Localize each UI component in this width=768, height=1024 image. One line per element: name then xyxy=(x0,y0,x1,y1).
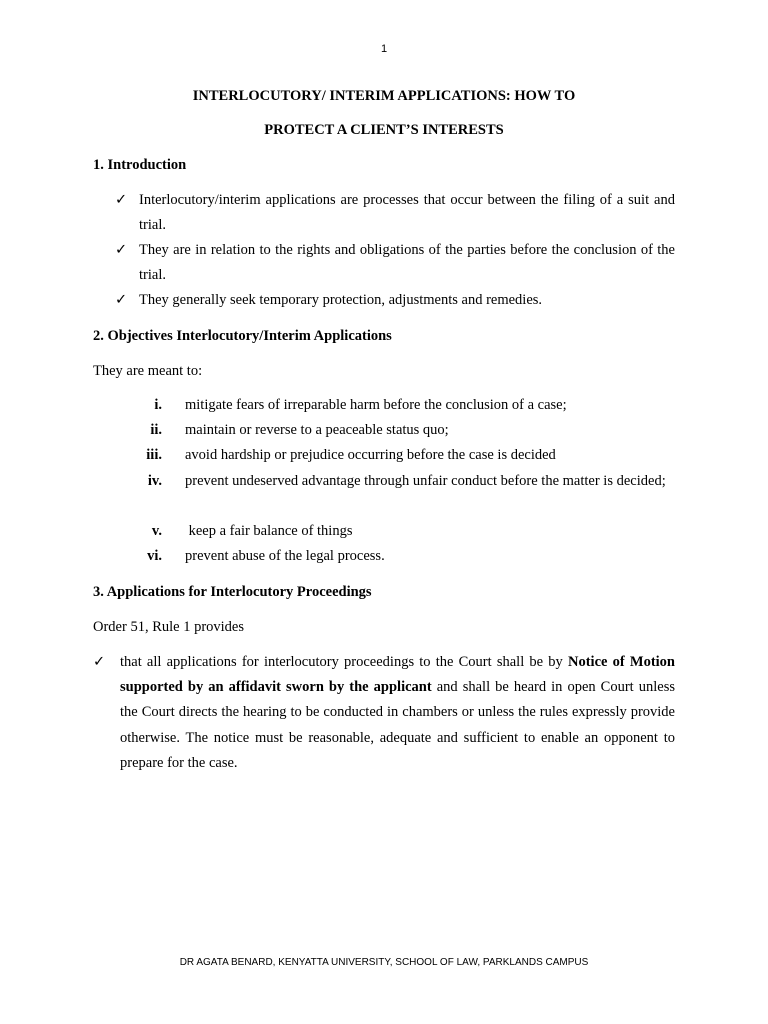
page-number: 1 xyxy=(380,43,388,55)
list-item xyxy=(93,650,675,776)
list-item-text: They are in relation to the rights and obligations of the parties before the conclusion of the trial. xyxy=(139,242,675,283)
list-item xyxy=(140,469,675,494)
list-item-text: avoid hardship or prejudice occurring before the case is decided xyxy=(185,447,556,463)
list-item xyxy=(140,519,675,544)
section-intro-text: Order 51, Rule 1 provides xyxy=(93,619,245,635)
page-footer: DR AGATA BENARD, KENYATTA UNIVERSITY, SCHOOL OF LAW, PARKLANDS CAMPUS xyxy=(179,957,589,968)
list-item-text: mitigate fears of irreparable harm before the conclusion of a case; xyxy=(185,397,567,413)
section-heading-applications: 3. Applications for Interlocutory Proceedings xyxy=(93,584,372,600)
checkmark-icon: ✓ xyxy=(115,192,128,208)
checkmark-icon: ✓ xyxy=(115,242,128,258)
emphasis-text: Notice of Motion supported by an affidavit sworn by the applicant xyxy=(120,654,675,696)
list-item xyxy=(140,443,675,468)
list-item-number: ii. xyxy=(150,422,162,438)
section-heading-objectives: 2. Objectives Interlocutory/Interim Applications xyxy=(93,328,392,344)
list-item xyxy=(140,544,675,569)
list-item xyxy=(140,418,675,443)
list-item-text: keep a fair balance of things xyxy=(185,523,353,539)
list-item-number: iv. xyxy=(147,473,162,489)
body-text: and shall be heard in open Court unless the Court directs the hearing to be conducted in chambers or unless the rules expressly provide otherwise. The notice must be reasonable, adequate and sufficient to enable an opponent to prepare for the case. xyxy=(120,679,676,771)
list-item-text: maintain or reverse to a peaceable status quo; xyxy=(185,422,449,438)
document-title-line-1: INTERLOCUTORY/ INTERIM APPLICATIONS: HOW TO xyxy=(192,88,576,104)
list-item xyxy=(115,238,675,288)
list-item xyxy=(140,393,675,418)
list-item-text: Interlocutory/interim applications are processes that occur between the filing of a suit and trial. xyxy=(139,192,675,233)
list-item-text: They generally seek temporary protection, adjustments and remedies. xyxy=(139,292,543,308)
list-item xyxy=(115,188,675,238)
document-title-line-2: PROTECT A CLIENT’S INTERESTS xyxy=(264,122,504,138)
list-item-text: prevent undeserved advantage through unfair conduct before the matter is decided; xyxy=(185,473,666,489)
list-item xyxy=(115,288,675,313)
section-heading-introduction: 1. Introduction xyxy=(93,157,187,173)
list-item-text xyxy=(120,650,675,776)
checkmark-icon: ✓ xyxy=(93,654,106,670)
body-text: that all applications for interlocutory proceedings to the Court shall be by xyxy=(120,654,568,670)
checkmark-icon: ✓ xyxy=(115,292,128,308)
list-item-number: i. xyxy=(154,397,162,413)
list-item-number: vi. xyxy=(147,548,162,564)
list-item-text: prevent abuse of the legal process. xyxy=(185,548,385,564)
list-item-number: iii. xyxy=(146,447,162,463)
section-intro-text: They are meant to: xyxy=(93,363,203,379)
list-item-number: v. xyxy=(151,523,162,539)
